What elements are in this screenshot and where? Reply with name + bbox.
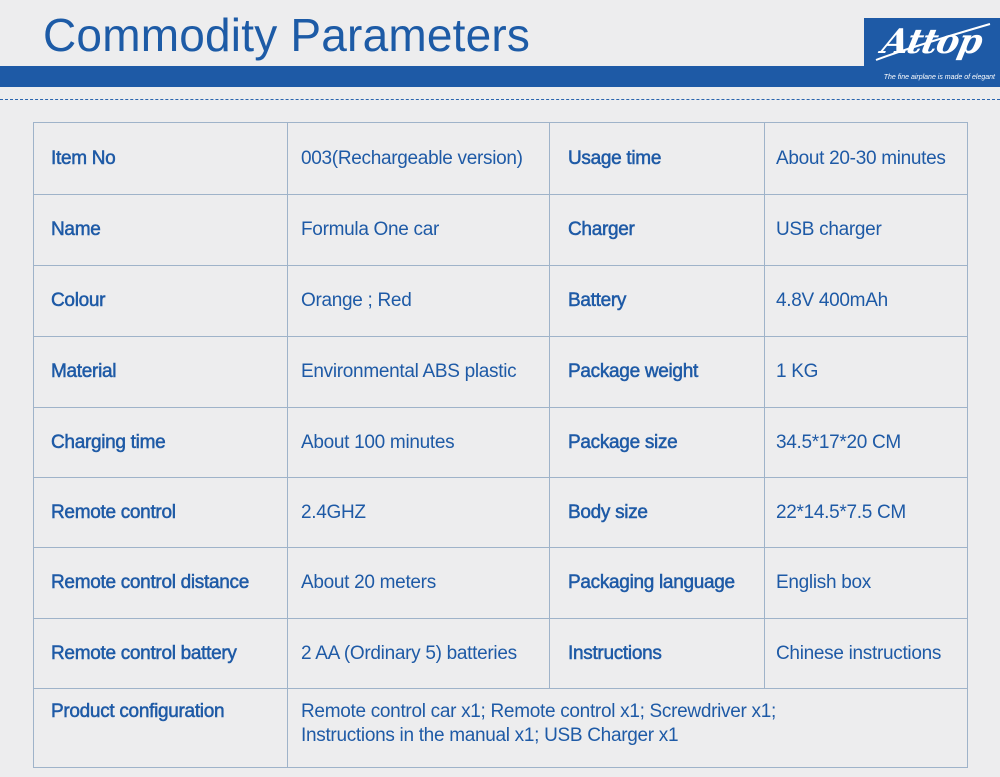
table-row xyxy=(34,195,968,266)
param-value: About 100 minutes xyxy=(288,408,550,478)
dashed-divider xyxy=(0,99,1000,100)
table-row-config xyxy=(34,689,968,768)
param-label: Product configuration xyxy=(34,689,288,768)
logo-tagline: The fine airplane is made of elegant xyxy=(883,74,995,81)
param-label: Item No xyxy=(34,123,288,195)
page-title: Commodity Parameters xyxy=(43,9,531,61)
param-label: Remote control battery xyxy=(34,619,288,689)
param-value: 1 KG xyxy=(765,337,968,408)
param-value: 4.8V 400mAh xyxy=(765,266,968,337)
param-label: Usage time xyxy=(550,123,765,195)
config-line: Instructions in the manual x1; USB Charger x1 xyxy=(301,725,679,746)
param-value: 003(Rechargeable version) xyxy=(288,123,550,195)
param-value: Orange ; Red xyxy=(288,266,550,337)
brand-logo xyxy=(864,18,1000,87)
param-label: Name xyxy=(34,195,288,266)
param-value: Chinese instructions xyxy=(765,619,968,689)
table-row xyxy=(34,619,968,689)
param-value: About 20 meters xyxy=(288,548,550,619)
param-label: Colour xyxy=(34,266,288,337)
param-value: About 20-30 minutes xyxy=(765,123,968,195)
param-label: Remote control xyxy=(34,478,288,548)
param-value: Formula One car xyxy=(288,195,550,266)
header-bar xyxy=(0,66,1000,87)
param-label: Battery xyxy=(550,266,765,337)
param-label: Charging time xyxy=(34,408,288,478)
param-label: Material xyxy=(34,337,288,408)
table-row xyxy=(34,478,968,548)
param-label: Remote control distance xyxy=(34,548,288,619)
param-value: 2 AA (Ordinary 5) batteries xyxy=(288,619,550,689)
table-row xyxy=(34,266,968,337)
param-label: Package size xyxy=(550,408,765,478)
param-label: Package weight xyxy=(550,337,765,408)
param-value: 34.5*17*20 CM xyxy=(765,408,968,478)
table-row xyxy=(34,408,968,478)
param-value: USB charger xyxy=(765,195,968,266)
table-row xyxy=(34,123,968,195)
table-row xyxy=(34,337,968,408)
param-value: English box xyxy=(765,548,968,619)
param-label: Instructions xyxy=(550,619,765,689)
param-value: 22*14.5*7.5 CM xyxy=(765,478,968,548)
param-label: Charger xyxy=(550,195,765,266)
param-label: Packaging language xyxy=(550,548,765,619)
param-value: Environmental ABS plastic xyxy=(288,337,550,408)
param-label: Body size xyxy=(550,478,765,548)
param-value: 2.4GHZ xyxy=(288,478,550,548)
param-value-config xyxy=(288,689,968,768)
parameters-table xyxy=(33,122,968,768)
table-row xyxy=(34,548,968,619)
logo-wordmark: Attop xyxy=(878,22,986,62)
config-line: Remote control car x1; Remote control x1; Screwdriver x1; xyxy=(301,701,776,722)
